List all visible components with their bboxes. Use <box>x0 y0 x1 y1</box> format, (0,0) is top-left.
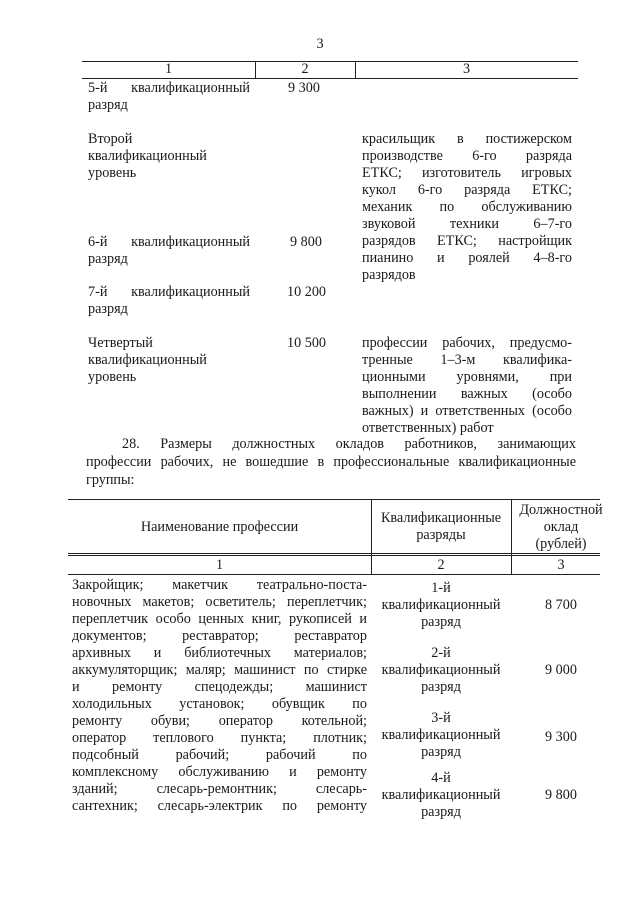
table-2-grade: 4-й квалификационный разряд <box>381 770 501 820</box>
paragraph-line: группы: <box>86 472 135 488</box>
table-2-col-number: 3 <box>557 557 565 573</box>
table-1-row-salary: 9 300 <box>288 80 320 96</box>
table-2-grade: 3-й квалификационный разряд <box>381 710 501 760</box>
table-1-level2-professions: красильщик в постижерском производстве 6-го разряда ЕТКС; изготовитель игровых кукол 6-го разряда ЕТКС; механик по обслуживанию звуковой техники 6–7-го разрядов ЕТКС; настройщик пианино и роялей 4–8-го разрядов <box>362 131 572 283</box>
table-2-header-salary: Должностной оклад (рублей) <box>519 502 603 552</box>
table-1-row-salary: 9 800 <box>290 234 322 250</box>
paragraph-line: 28. Размеры должностных окладов работников, занимающих <box>122 436 576 452</box>
page-number: 3 <box>316 36 324 52</box>
table-1-row-name: Четвертый квалификационный уровень <box>88 335 207 385</box>
table-2-grade-salary: 8 700 <box>545 597 577 613</box>
table-1-row-salary: 10 200 <box>287 284 327 300</box>
table-1-level4-professions: профессии рабочих, предусмо- тренные 1–3-м квалифика- ционными уровнями, при выполнении важных (особо важных) и ответственных (особо ответственных) работ <box>362 335 572 436</box>
table-2-professions: Закройщик; макетчик театрально-поста- новочных макетов; осветитель; переплетчик; переплетчик особо ценных книг, рукописей и документов; реставратор; реставратор архивных и библиотечных материалов; аккумуляторщик; маляр; машинист по стирке и ремонту спецодежды; машинист холодильных установок; обувщик по ремонту обуви; оператор котельной; оператор теплового пункта; плотник; подсобный рабочий; рабочий по комплексному обслуживанию и ремонту зданий; слесарь-ремонтник; слесарь- сантехник; слесарь-электрик по ремонту <box>72 577 367 814</box>
table-2-number-row-border <box>68 574 600 575</box>
table-2-header-profession: Наименование профессии <box>140 519 299 535</box>
table-1-row-name: Второй квалификационный уровень <box>88 131 207 181</box>
table-1-row-name: 5-й квалификационный разряд <box>88 80 250 113</box>
table-2-header-border <box>68 553 600 556</box>
table-1-header-border <box>82 78 578 79</box>
table-2-grade: 2-й квалификационный разряд <box>381 645 501 695</box>
table-2-col-number: 1 <box>215 557 224 573</box>
table-2-header-grades: Квалификационные разряды <box>380 510 502 543</box>
table-2-top-border <box>68 499 600 500</box>
table-1-row-salary: 10 500 <box>287 335 327 351</box>
table-2-grade-salary: 9 800 <box>545 787 577 803</box>
table-2-grade-salary: 9 300 <box>545 729 577 745</box>
table-1-col-number: 2 <box>301 61 309 77</box>
table-2-grade-salary: 9 000 <box>545 662 577 678</box>
table-1-col-number: 1 <box>164 61 173 77</box>
table-1-row-name: 7-й квалификационный разряд <box>88 284 250 317</box>
table-2-grade: 1-й квалификационный разряд <box>381 580 501 630</box>
table-2-col-number: 2 <box>437 557 445 573</box>
table-1-row-name: 6-й квалификационный разряд <box>88 234 250 267</box>
table-1-col-number: 3 <box>462 61 471 77</box>
paragraph-line: профессии рабочих, не вошедшие в профессиональные квалификационные <box>86 454 576 470</box>
